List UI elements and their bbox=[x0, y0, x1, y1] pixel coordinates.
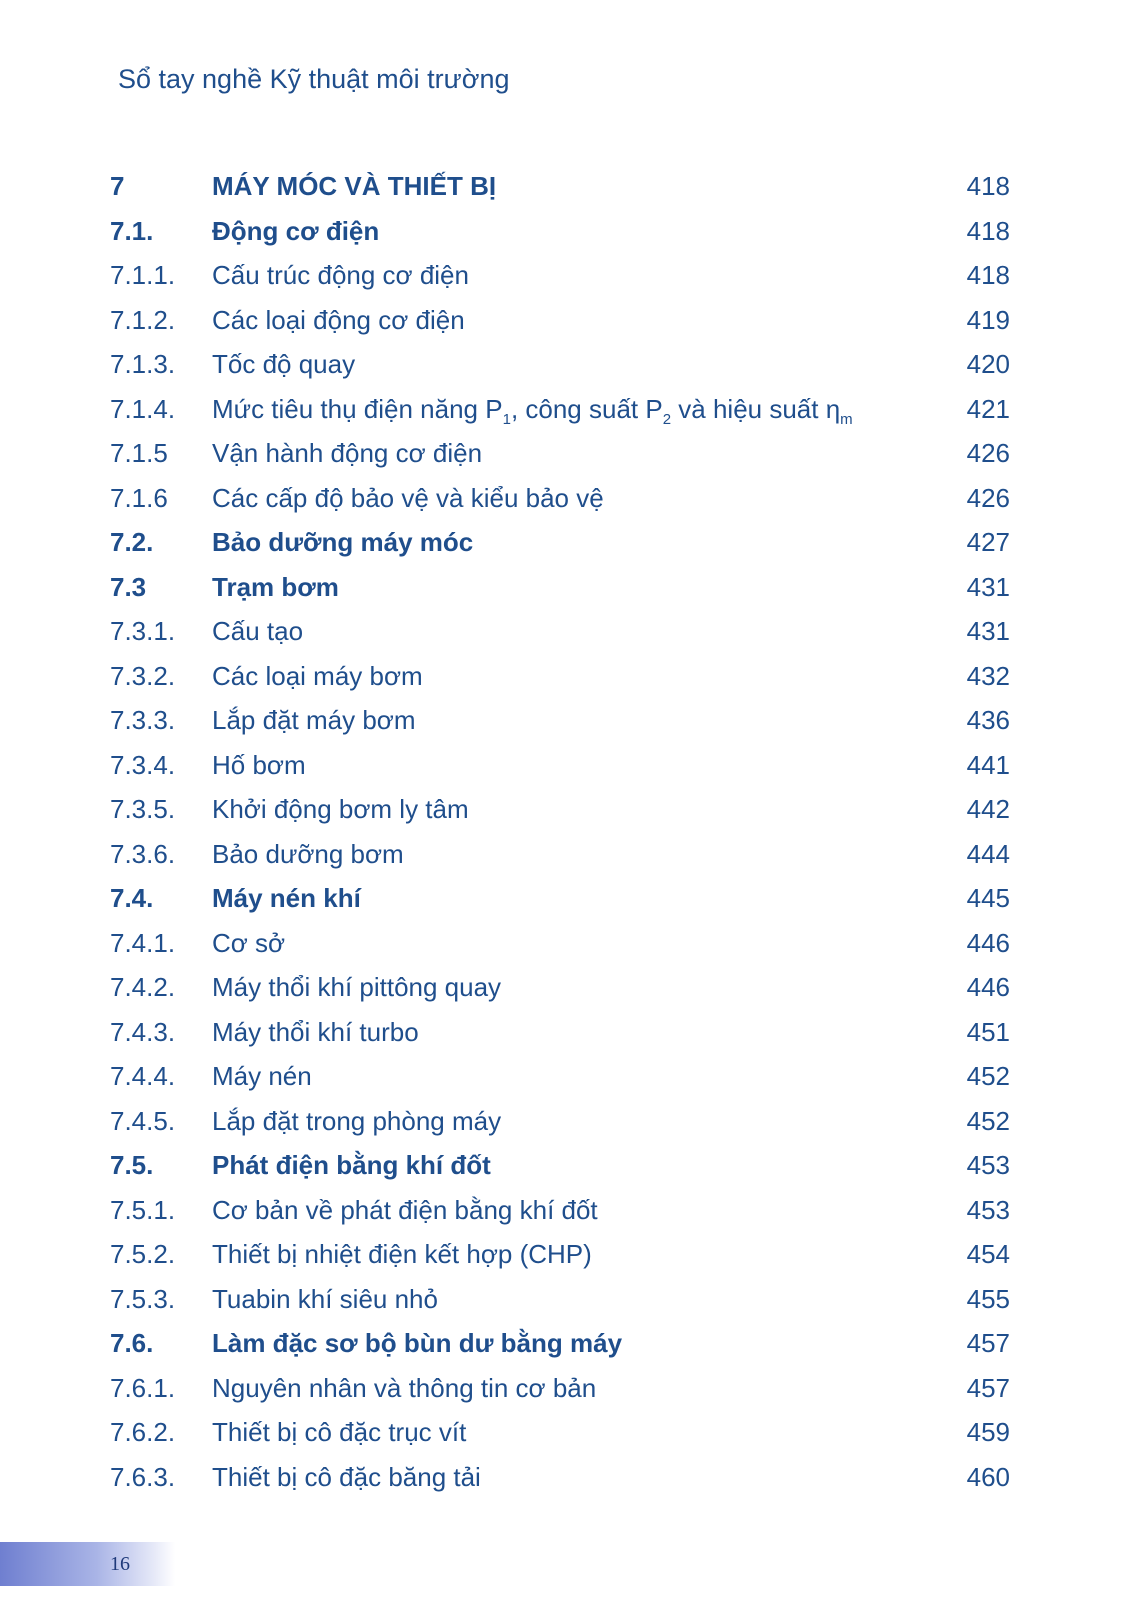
toc-section-title bbox=[212, 387, 853, 431]
toc-section-title: Thiết bị cô đặc băng tải bbox=[212, 1461, 481, 1492]
toc-section-number: 7.1.4. bbox=[110, 393, 176, 424]
toc-entry bbox=[110, 164, 1010, 209]
toc-page-number: 444 bbox=[966, 838, 1010, 869]
toc-section-title: Cơ bản về phát điện bằng khí đốt bbox=[212, 1194, 598, 1225]
toc-section-number: 7.1.3. bbox=[110, 349, 176, 379]
toc-entry bbox=[110, 1143, 1010, 1188]
table-of-contents bbox=[110, 164, 1010, 1499]
toc-entry bbox=[110, 209, 1010, 254]
toc-page-number: 419 bbox=[966, 304, 1010, 335]
toc-title-subscript: 2 bbox=[662, 410, 672, 428]
toc-page-number: 421 bbox=[966, 393, 1010, 424]
toc-entry bbox=[110, 298, 1010, 343]
toc-section-number: 7.6.2. bbox=[110, 1417, 176, 1447]
toc-section-number: 7.1.1. bbox=[110, 260, 176, 290]
toc-section-title: Tốc độ quay bbox=[212, 349, 356, 379]
toc-section-number: 7.3 bbox=[110, 571, 147, 602]
page-number: 16 bbox=[110, 1553, 130, 1575]
toc-section-title: Thiết bị cô đặc trục vít bbox=[212, 1417, 467, 1447]
toc-entry bbox=[110, 565, 1010, 610]
toc-page-number: 427 bbox=[966, 527, 1010, 557]
toc-page-number: 460 bbox=[966, 1461, 1010, 1492]
toc-title-subscript: m bbox=[840, 410, 853, 428]
toc-section-title: Thiết bị nhiệt điện kết hợp (CHP) bbox=[212, 1239, 592, 1269]
toc-page-number: 453 bbox=[966, 1150, 1010, 1180]
toc-page-number: 459 bbox=[966, 1417, 1010, 1447]
toc-page-number: 441 bbox=[966, 749, 1010, 780]
toc-page-number: 436 bbox=[966, 705, 1010, 735]
toc-section-title: Khởi động bơm ly tâm bbox=[212, 794, 469, 824]
toc-entry bbox=[110, 342, 1010, 387]
toc-page-number: 431 bbox=[966, 571, 1010, 602]
toc-entry bbox=[110, 832, 1010, 877]
toc-entry bbox=[110, 387, 1010, 432]
toc-entry bbox=[110, 1410, 1010, 1455]
toc-entry bbox=[110, 921, 1010, 966]
toc-section-number: 7.2. bbox=[110, 527, 154, 557]
toc-section-title: Động cơ điện bbox=[212, 215, 380, 246]
toc-section-title: Các cấp độ bảo vệ và kiểu bảo vệ bbox=[212, 482, 604, 513]
toc-section-number: 7.4.2. bbox=[110, 972, 176, 1002]
toc-section-number: 7.3.5. bbox=[110, 794, 176, 824]
toc-page-number: 454 bbox=[966, 1239, 1010, 1269]
toc-page-number: 420 bbox=[966, 349, 1010, 379]
toc-entry bbox=[110, 431, 1010, 476]
toc-page-number: 446 bbox=[966, 927, 1010, 958]
toc-page-number: 426 bbox=[966, 482, 1010, 513]
toc-entry bbox=[110, 654, 1010, 699]
toc-entry bbox=[110, 1455, 1010, 1500]
toc-section-title: Cơ sở bbox=[212, 927, 286, 958]
toc-section-title: Trạm bơm bbox=[212, 571, 339, 602]
toc-entry bbox=[110, 1188, 1010, 1233]
toc-section-number: 7.4.5. bbox=[110, 1105, 176, 1136]
toc-section-number: 7.5.1. bbox=[110, 1194, 176, 1225]
toc-section-title: Lắp đặt máy bơm bbox=[212, 705, 416, 735]
toc-page-number: 452 bbox=[966, 1105, 1010, 1136]
toc-title-fragment: , công suất P bbox=[510, 393, 663, 424]
toc-title-fragment: và hiệu suất η bbox=[671, 393, 841, 424]
toc-section-number: 7.4.4. bbox=[110, 1061, 176, 1091]
toc-section-title: Vận hành động cơ điện bbox=[212, 438, 483, 468]
toc-entry bbox=[110, 1010, 1010, 1055]
toc-section-number: 7.1.6 bbox=[110, 482, 168, 513]
toc-page-number: 451 bbox=[966, 1016, 1010, 1047]
toc-page-number: 445 bbox=[966, 883, 1010, 913]
toc-section-title: Lắp đặt trong phòng máy bbox=[212, 1105, 502, 1136]
toc-page-number: 452 bbox=[966, 1061, 1010, 1091]
toc-page-number: 418 bbox=[966, 171, 1010, 201]
toc-page-number: 446 bbox=[966, 972, 1010, 1002]
toc-entry bbox=[110, 965, 1010, 1010]
toc-section-number: 7.4. bbox=[110, 883, 154, 913]
toc-section-title: Máy thổi khí turbo bbox=[212, 1016, 419, 1047]
toc-section-title: Cấu tạo bbox=[212, 616, 304, 646]
toc-section-title: Cấu trúc động cơ điện bbox=[212, 260, 469, 290]
toc-page-number: 418 bbox=[966, 215, 1010, 246]
toc-entry bbox=[110, 476, 1010, 521]
running-header: Sổ tay nghề Kỹ thuật môi trường bbox=[118, 64, 510, 94]
toc-page-number: 453 bbox=[966, 1194, 1010, 1225]
toc-entry bbox=[110, 609, 1010, 654]
toc-section-title: Máy nén bbox=[212, 1061, 312, 1091]
toc-section-number: 7.3.4. bbox=[110, 749, 176, 780]
toc-section-number: 7.6. bbox=[110, 1328, 154, 1358]
toc-section-title: Các loại máy bơm bbox=[212, 660, 423, 691]
toc-page-number: 455 bbox=[966, 1283, 1010, 1314]
toc-entry bbox=[110, 520, 1010, 565]
toc-page-number: 418 bbox=[966, 260, 1010, 290]
toc-section-number: 7.3.2. bbox=[110, 660, 176, 691]
toc-entry bbox=[110, 787, 1010, 832]
toc-entry bbox=[110, 1321, 1010, 1366]
toc-section-number: 7.1.5 bbox=[110, 438, 168, 468]
toc-section-title: MÁY MÓC VÀ THIẾT BỊ bbox=[212, 171, 497, 201]
toc-section-title: Phát điện bằng khí đốt bbox=[212, 1150, 491, 1180]
toc-section-number: 7.6.3. bbox=[110, 1461, 176, 1492]
toc-section-number: 7.3.3. bbox=[110, 705, 176, 735]
toc-section-number: 7.3.1. bbox=[110, 616, 176, 646]
toc-section-number: 7.5.2. bbox=[110, 1239, 176, 1269]
toc-entry bbox=[110, 1366, 1010, 1411]
toc-section-title: Bảo dưỡng bơm bbox=[212, 838, 404, 869]
toc-section-number: 7.6.1. bbox=[110, 1372, 176, 1403]
toc-section-number: 7.1. bbox=[110, 215, 154, 246]
toc-entry bbox=[110, 1054, 1010, 1099]
toc-section-title: Bảo dưỡng máy móc bbox=[212, 527, 474, 557]
toc-section-title: Các loại động cơ điện bbox=[212, 304, 465, 335]
toc-page-number: 442 bbox=[966, 794, 1010, 824]
toc-section-title: Máy nén khí bbox=[212, 883, 361, 913]
toc-section-title: Hố bơm bbox=[212, 749, 306, 780]
toc-page-number: 431 bbox=[966, 616, 1010, 646]
toc-section-title: Tuabin khí siêu nhỏ bbox=[212, 1283, 438, 1314]
toc-page-number: 426 bbox=[966, 438, 1010, 468]
toc-section-number: 7.3.6. bbox=[110, 838, 176, 869]
toc-page-number: 432 bbox=[966, 660, 1010, 691]
toc-section-number: 7 bbox=[110, 171, 125, 201]
toc-entry bbox=[110, 1232, 1010, 1277]
toc-page-number: 457 bbox=[966, 1372, 1010, 1403]
toc-section-title: Máy thổi khí pittông quay bbox=[212, 972, 502, 1002]
toc-section-number: 7.1.2. bbox=[110, 304, 176, 335]
toc-section-number: 7.5.3. bbox=[110, 1283, 176, 1314]
toc-section-title: Nguyên nhân và thông tin cơ bản bbox=[212, 1372, 597, 1403]
toc-page-number: 457 bbox=[966, 1328, 1010, 1358]
toc-section-title: Làm đặc sơ bộ bùn dư bằng máy bbox=[212, 1328, 623, 1358]
toc-title-subscript: 1 bbox=[502, 410, 511, 428]
toc-entry bbox=[110, 743, 1010, 788]
toc-entry bbox=[110, 698, 1010, 743]
toc-entry bbox=[110, 876, 1010, 921]
toc-entry bbox=[110, 253, 1010, 298]
toc-entry bbox=[110, 1277, 1010, 1322]
toc-section-number: 7.4.3. bbox=[110, 1016, 176, 1047]
footer-band bbox=[0, 1542, 175, 1586]
toc-section-number: 7.5. bbox=[110, 1150, 154, 1180]
toc-section-number: 7.4.1. bbox=[110, 927, 176, 958]
toc-entry bbox=[110, 1099, 1010, 1144]
toc-title-fragment: Mức tiêu thụ điện năng P bbox=[212, 393, 503, 424]
